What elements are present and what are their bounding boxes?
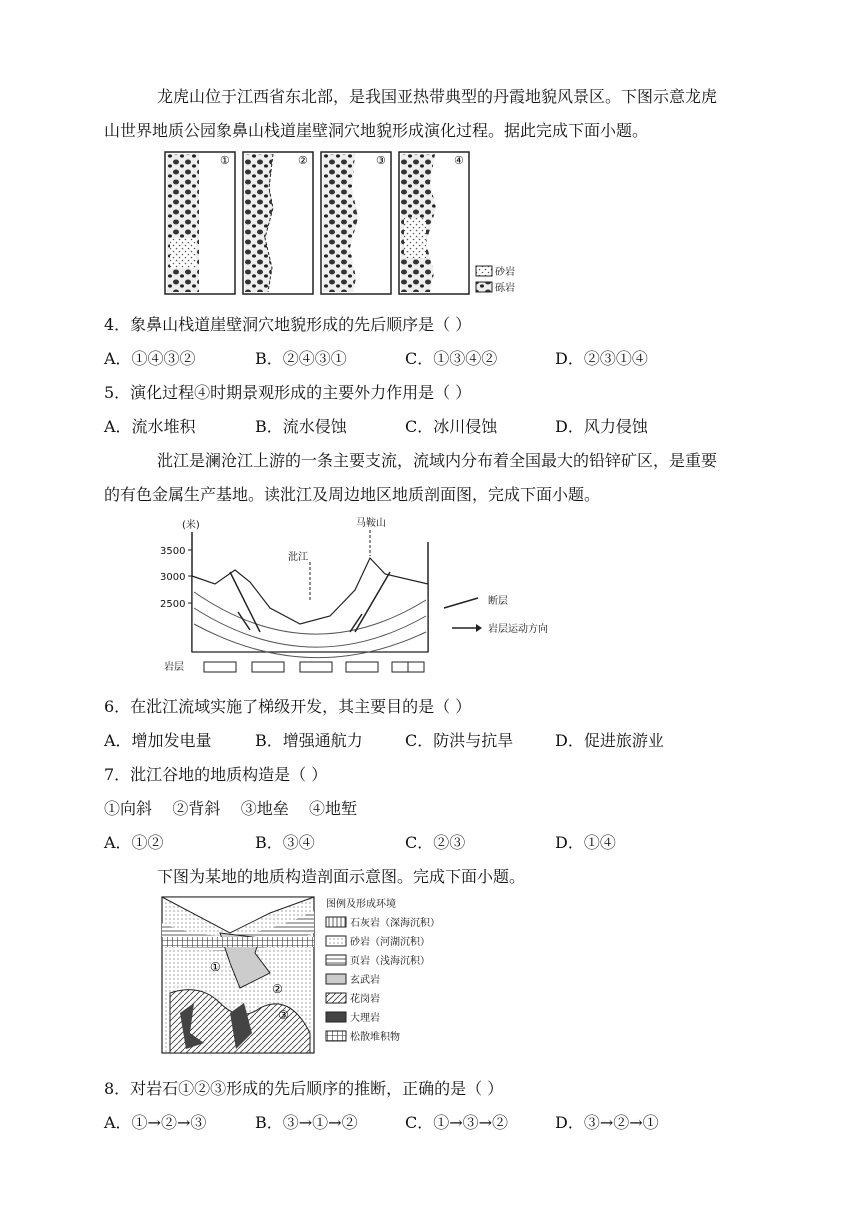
intro2-line1: 沘江是澜沧江上游的一条主要支流，流域内分布着全国最大的铅锌矿区，是重要	[157, 451, 718, 470]
panel-3-label: ③	[376, 154, 386, 167]
legend-conglomerate: 砾岩	[495, 283, 515, 294]
legend-motion: 岩层运动方向	[488, 624, 548, 635]
legend-fault-symbol	[444, 598, 478, 608]
q7-option-b[interactable]: B．③④	[255, 833, 315, 852]
q5-option-c[interactable]: C．冰川侵蚀	[405, 417, 498, 436]
marker-2: ②	[272, 982, 283, 996]
q4-option-c[interactable]: C．①③④②	[405, 349, 498, 368]
fig3-legend-title: 图例及形成环境	[326, 899, 396, 910]
intro1-line1: 龙虎山位于江西省东北部，是我国亚热带典型的丹霞地貌风景区。下图示意龙虎	[157, 87, 718, 106]
y-unit: (米)	[182, 520, 200, 531]
panel-2-label: ②	[298, 154, 308, 167]
q7-option-a[interactable]: A．①②	[104, 833, 164, 852]
intro1-line2: 山世界地质公园象鼻山栈道崖壁洞穴地貌形成演化过程。据此完成下面小题。	[104, 121, 649, 140]
mountain-label: 马鞍山	[356, 518, 386, 529]
q6-option-b[interactable]: B．增强通航力	[255, 731, 363, 750]
legend-loose-deposits: 松散堆积物	[350, 1032, 400, 1043]
q5-option-b[interactable]: B．流水侵蚀	[255, 417, 347, 436]
marker-1: ①	[210, 960, 221, 974]
q4-option-d[interactable]: D．②③①④	[555, 349, 648, 368]
fig3-legend	[326, 897, 440, 1043]
cliff-evolution-figure	[160, 148, 560, 300]
ytick-3000: 3000	[160, 572, 186, 583]
panel-1-label: ①	[220, 154, 230, 167]
q8-option-c[interactable]: C．①→③→②	[405, 1113, 509, 1132]
panel-2	[243, 152, 313, 294]
intro3-line1: 下图为某地的地质构造剖面示意图。完成下面小题。	[157, 867, 526, 886]
river-label: 沘江	[288, 552, 308, 563]
panel-3	[321, 152, 391, 294]
legend-granite: 花岗岩	[350, 994, 380, 1005]
q6-option-a[interactable]: A．增加发电量	[104, 731, 212, 750]
q5-option-d[interactable]: D．风力侵蚀	[555, 417, 648, 436]
q8-option-a[interactable]: A．①→②→③	[104, 1113, 207, 1132]
panel-4-label: ④	[454, 154, 464, 167]
legend-fault: 断层	[488, 596, 508, 607]
q6-option-d[interactable]: D．促进旅游业	[555, 731, 664, 750]
ytick-3500: 3500	[160, 546, 186, 557]
q4-stem: 4．象鼻山栈道崖壁洞穴地貌形成的先后顺序是（ ）	[104, 315, 472, 334]
legend-limestone: 石灰岩（深海沉积）	[350, 918, 440, 929]
bijiang-profile-figure	[160, 512, 580, 676]
structure-profile-figure	[160, 893, 460, 1057]
panel-4	[399, 152, 469, 294]
intro2-line2: 的有色金属生产基地。读沘江及周边地区地质剖面图，完成下面小题。	[104, 485, 601, 504]
strata-label: 岩层	[164, 662, 184, 673]
q4-option-a[interactable]: A．①④③②	[104, 349, 196, 368]
q8-stem: 8．对岩石①②③形成的先后顺序的推断，正确的是（ ）	[104, 1079, 504, 1098]
q7-option-c[interactable]: C．②③	[405, 833, 466, 852]
q8-option-b[interactable]: B．③→①→②	[255, 1113, 358, 1132]
q7-choices: ①向斜 ②背斜 ③地垒 ④地堑	[104, 799, 358, 818]
legend-sandstone: 砂岩	[495, 267, 515, 278]
q6-option-c[interactable]: C．防洪与抗旱	[405, 731, 514, 750]
panel-1	[165, 152, 235, 294]
q8-option-d[interactable]: D．③→②→①	[555, 1113, 659, 1132]
q7-stem: 7．沘江谷地的地质构造是（ ）	[104, 765, 328, 784]
marker-3: ③	[278, 1008, 289, 1022]
legend-sandstone: 砂岩（河湖沉积）	[350, 937, 430, 948]
q6-stem: 6．在沘江流域实施了梯级开发，其主要目的是（ ）	[104, 697, 472, 716]
q5-option-a[interactable]: A．流水堆积	[104, 417, 196, 436]
legend-shale: 页岩（浅海沉积）	[350, 956, 430, 967]
legend-basalt: 玄武岩	[350, 975, 380, 986]
q7-option-d[interactable]: D．①④	[555, 833, 616, 852]
legend-marble: 大理岩	[350, 1013, 380, 1024]
q4-option-b[interactable]: B．②④③①	[255, 349, 347, 368]
q5-stem: 5．演化过程④时期景观形成的主要外力作用是（ ）	[104, 383, 472, 402]
fig1-legend	[476, 265, 515, 294]
ytick-2500: 2500	[160, 599, 186, 610]
